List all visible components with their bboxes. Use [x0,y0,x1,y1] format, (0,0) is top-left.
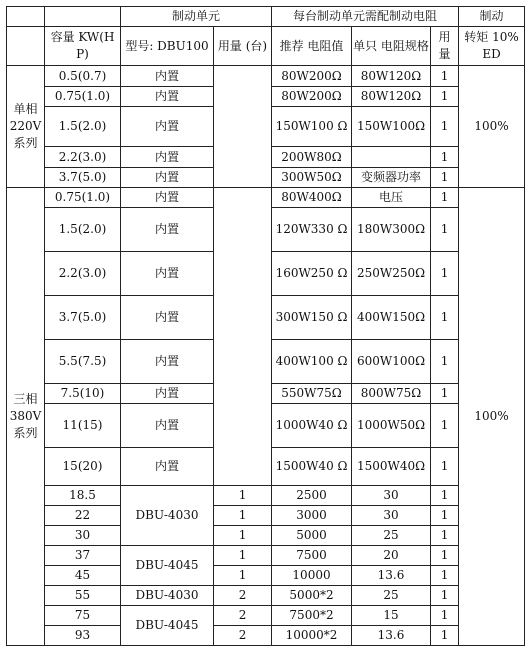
table-row [7,188,525,208]
qty-cell: 1 [214,566,272,586]
spec-cell: 13.6 [352,626,431,646]
capacity-cell: 18.5 [45,486,121,506]
capacity-cell: 0.75(1.0) [45,87,121,107]
model-cell-dbu-4030: DBU-4030 [121,486,214,546]
capacity-cell: 3.7(5.0) [45,296,121,340]
spec-cell: 1000W50Ω [352,404,431,448]
recommended-cell: 200W80Ω [272,147,352,168]
spec-cell: 800W75Ω [352,384,431,404]
recommended-cell: 80W400Ω [272,188,352,208]
recommended-cell: 300W50Ω [272,168,352,188]
capacity-cell: 7.5(10) [45,384,121,404]
recommended-cell: 550W75Ω [272,384,352,404]
recommended-cell: 300W150 Ω [272,296,352,340]
spec-cell: 600W100Ω [352,340,431,384]
table-row [7,586,525,606]
model-cell: 内置 [121,188,214,208]
spec-cell: 电压 [352,188,431,208]
capacity-cell: 0.5(0.7) [45,66,121,87]
res-qty-cell: 1 [431,626,459,646]
table-row [7,626,525,646]
header-torque-ed: 转矩 10%ED [459,27,525,66]
capacity-cell: 55 [45,586,121,606]
spec-cell: 180W300Ω [352,208,431,252]
capacity-cell: 75 [45,606,121,626]
header-row-2 [7,27,525,66]
spec-cell: 30 [352,506,431,526]
qty-cell: 1 [214,486,272,506]
model-cell: 内置 [121,87,214,107]
model-cell: 内置 [121,404,214,448]
table-row [7,546,525,566]
res-qty-cell: 1 [431,340,459,384]
capacity-cell: 5.5(7.5) [45,340,121,384]
model-cell: 内置 [121,252,214,296]
capacity-cell: 45 [45,566,121,586]
qty-cell: 2 [214,606,272,626]
recommended-cell: 160W250 Ω [272,252,352,296]
res-qty-cell: 1 [431,107,459,147]
model-cell: 内置 [121,66,214,87]
header-single-spec: 单只 电阻规格 [352,27,431,66]
res-qty-cell: 1 [431,66,459,87]
capacity-cell: 1.5(2.0) [45,208,121,252]
table-row [7,566,525,586]
res-qty-cell: 1 [431,526,459,546]
recommended-cell: 7500 [272,546,352,566]
braking-resistor-table [6,6,525,646]
capacity-cell: 30 [45,526,121,546]
capacity-cell: 2.2(3.0) [45,147,121,168]
spec-cell: 20 [352,546,431,566]
spec-cell: 400W150Ω [352,296,431,340]
capacity-cell: 11(15) [45,404,121,448]
model-cell-dbu-4045: DBU-4045 [121,606,214,646]
header-model: 型号: DBU100 [121,27,214,66]
header-empty-capacity [45,7,121,27]
table-row [7,606,525,626]
model-cell: 内置 [121,208,214,252]
model-cell: 内置 [121,107,214,147]
qty-cell: 2 [214,586,272,606]
spec-cell: 15 [352,606,431,626]
recommended-cell: 5000 [272,526,352,546]
header-qty: 用量 (台) [214,27,272,66]
qty-cell: 1 [214,506,272,526]
series-label-single-phase: 单相 220V 系列 [7,66,45,188]
spec-cell [352,147,431,168]
spec-cell: 变频器功率 [352,168,431,188]
spec-cell: 30 [352,486,431,506]
spec-cell: 250W250Ω [352,252,431,296]
res-qty-cell: 1 [431,384,459,404]
res-qty-cell: 1 [431,606,459,626]
model-cell-dbu-4030: DBU-4030 [121,586,214,606]
capacity-cell: 1.5(2.0) [45,107,121,147]
recommended-cell: 1500W40 Ω [272,448,352,486]
table-row [7,526,525,546]
recommended-cell: 2500 [272,486,352,506]
recommended-cell: 5000*2 [272,586,352,606]
header-braking-unit: 制动单元 [121,7,272,27]
capacity-cell: 15(20) [45,448,121,486]
model-cell: 内置 [121,340,214,384]
qty-cell [214,66,272,188]
recommended-cell: 150W100 Ω [272,107,352,147]
qty-cell: 2 [214,626,272,646]
spec-cell: 25 [352,526,431,546]
res-qty-cell: 1 [431,546,459,566]
header-recommended: 推荐 电阻值 [272,27,352,66]
capacity-cell: 93 [45,626,121,646]
header-torque: 制动 [459,7,525,27]
res-qty-cell: 1 [431,586,459,606]
res-qty-cell: 1 [431,566,459,586]
capacity-cell: 0.75(1.0) [45,188,121,208]
model-cell: 内置 [121,147,214,168]
capacity-cell: 37 [45,546,121,566]
spec-cell: 25 [352,586,431,606]
res-qty-cell: 1 [431,147,459,168]
recommended-cell: 7500*2 [272,606,352,626]
recommended-cell: 10000*2 [272,626,352,646]
model-cell: 内置 [121,168,214,188]
spec-cell: 13.6 [352,566,431,586]
recommended-cell: 10000 [272,566,352,586]
recommended-cell: 1000W40 Ω [272,404,352,448]
res-qty-cell: 1 [431,448,459,486]
model-cell: 内置 [121,448,214,486]
model-cell: 内置 [121,384,214,404]
header-res-qty: 用 量 [431,27,459,66]
res-qty-cell: 1 [431,87,459,107]
spec-cell: 80W120Ω [352,66,431,87]
capacity-cell: 22 [45,506,121,526]
res-qty-cell: 1 [431,404,459,448]
torque-cell-single-phase: 100% [459,66,525,188]
res-qty-cell: 1 [431,188,459,208]
capacity-cell: 3.7(5.0) [45,168,121,188]
capacity-cell: 2.2(3.0) [45,252,121,296]
res-qty-cell: 1 [431,208,459,252]
table-row [7,486,525,506]
spec-cell: 150W100Ω [352,107,431,147]
model-cell: 内置 [121,296,214,340]
header-empty-series-2 [7,27,45,66]
recommended-cell: 400W100 Ω [272,340,352,384]
res-qty-cell: 1 [431,168,459,188]
header-capacity: 容量 KW(HP) [45,27,121,66]
recommended-cell: 3000 [272,506,352,526]
recommended-cell: 80W200Ω [272,66,352,87]
header-resistor: 每台制动单元需配制动电阻 [272,7,459,27]
res-qty-cell: 1 [431,506,459,526]
res-qty-cell: 1 [431,252,459,296]
recommended-cell: 80W200Ω [272,87,352,107]
res-qty-cell: 1 [431,486,459,506]
qty-cell: 1 [214,546,272,566]
table-row [7,66,525,87]
model-cell-dbu-4045: DBU-4045 [121,546,214,586]
spec-cell: 80W120Ω [352,87,431,107]
torque-cell-three-phase: 100% [459,188,525,646]
series-label-three-phase: 三相 380V 系列 [7,188,45,646]
recommended-cell: 120W330 Ω [272,208,352,252]
header-empty-series [7,7,45,27]
table-row [7,506,525,526]
header-row-1 [7,7,525,27]
res-qty-cell: 1 [431,296,459,340]
qty-cell [214,188,272,486]
spec-cell: 1500W40Ω [352,448,431,486]
qty-cell: 1 [214,526,272,546]
